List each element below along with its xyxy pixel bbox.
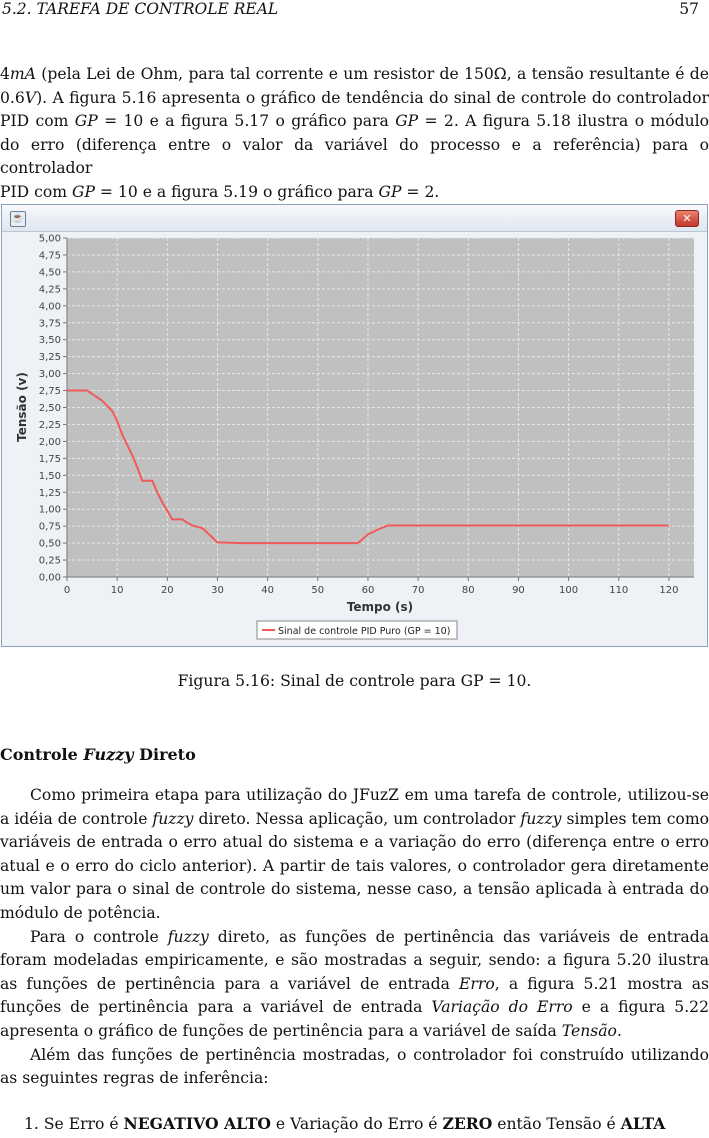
x-axis-label: Tempo (s) bbox=[346, 600, 414, 614]
y-tick-label: 2,25 bbox=[38, 419, 61, 431]
y-tick-label: 0,50 bbox=[38, 538, 61, 550]
intro-paragraph bbox=[0, 63, 709, 205]
inference-rule-1: 1. Se Erro é NEGATIVO ALTO e Variação do Erro é ZERO então Tensão é ALTA bbox=[24, 1114, 666, 1133]
section-header: 5.2. TAREFA DE CONTROLE REAL bbox=[2, 0, 279, 18]
x-tick-label: 20 bbox=[160, 585, 174, 596]
y-axis-label: Tensão (v) bbox=[15, 372, 29, 442]
y-tick-label: 1,25 bbox=[38, 487, 61, 499]
body-text bbox=[0, 784, 709, 1091]
y-tick-label: 5,00 bbox=[38, 233, 61, 245]
x-tick-label: 120 bbox=[659, 585, 679, 596]
y-tick-label: 4,50 bbox=[38, 267, 61, 279]
legend-label: Sinal de controle PID Puro (GP = 10) bbox=[278, 626, 451, 637]
y-tick-label: 1,00 bbox=[38, 504, 61, 516]
x-tick-label: 0 bbox=[63, 585, 71, 596]
legend bbox=[257, 621, 457, 639]
y-tick-label: 1,75 bbox=[38, 453, 61, 465]
y-tick-label: 1,50 bbox=[38, 470, 61, 482]
running-header bbox=[2, 0, 699, 22]
x-tick-label: 50 bbox=[311, 585, 325, 596]
x-tick-label: 60 bbox=[361, 585, 375, 596]
x-tick-label: 90 bbox=[512, 585, 525, 596]
y-tick-label: 4,75 bbox=[38, 250, 61, 262]
y-tick-label: 2,75 bbox=[38, 386, 61, 398]
paragraph-3: Além das funções de pertinência mostradas, o controlador foi construído utilizando as seguintes regras de inferência: bbox=[0, 1045, 709, 1088]
y-tick-label: 0,25 bbox=[38, 555, 61, 567]
x-tick-label: 40 bbox=[261, 585, 275, 596]
intro-line: PID com GP = 10 e a figura 5.17 o gráfico para GP = 2. A figura 5.18 ilustra o módulo bbox=[0, 112, 709, 131]
intro-line: 0.6V). A figura 5.16 apresenta o gráfico de tendência do sinal de controle do controlador bbox=[0, 88, 709, 107]
y-tick-label: 0,00 bbox=[38, 572, 61, 584]
x-tick-label: 30 bbox=[211, 585, 224, 596]
x-tick-label: 70 bbox=[411, 585, 425, 596]
y-tick-label: 2,50 bbox=[38, 403, 61, 414]
y-tick-label: 2,00 bbox=[38, 436, 61, 448]
line-chart bbox=[2, 231, 707, 646]
intro-line: PID com GP = 10 e a figura 5.19 o gráfico para GP = 2. bbox=[0, 182, 440, 201]
page-number: 57 bbox=[679, 0, 699, 18]
x-tick-label: 100 bbox=[559, 585, 579, 596]
y-tick-label: 3,75 bbox=[38, 318, 61, 330]
chart-window bbox=[1, 204, 708, 647]
figure-caption: Figura 5.16: Sinal de controle para GP = 10. bbox=[177, 672, 532, 690]
x-tick-label: 110 bbox=[609, 585, 629, 596]
window-titlebar[interactable] bbox=[2, 205, 707, 232]
y-tick-label: 3,25 bbox=[38, 352, 61, 364]
y-tick-label: 4,00 bbox=[38, 301, 61, 313]
paragraph-2: Para o controle fuzzy direto, as funções de pertinência das variáveis de entrada foram modeladas empiricamente, e são mostradas a seguir, sendo: a figura 5.20 ilustra as funções de pertinência para a variável de entrada Erro, a figura 5.21 mostra as funções de pertinência para a variável de entrada Variação do Erro e a figura 5.22 apresenta o gráfico de funções de pertinência para a variável de saída Tensão. bbox=[0, 927, 709, 1040]
y-tick-label: 3,50 bbox=[38, 335, 61, 347]
y-tick-label: 0,75 bbox=[38, 521, 61, 533]
java-cup-icon: ☕ bbox=[10, 211, 26, 227]
x-tick-label: 80 bbox=[461, 585, 475, 596]
close-button[interactable]: ✕ bbox=[675, 210, 699, 227]
section-title: Controle Fuzzy Direto bbox=[0, 745, 196, 764]
intro-line: do erro (diferença entre o valor da variável do processo e a referência) para o controlador bbox=[0, 135, 709, 178]
x-tick-label: 10 bbox=[110, 585, 124, 596]
y-axis-ticks bbox=[39, 234, 67, 584]
x-axis-ticks bbox=[64, 577, 679, 596]
intro-line: 4mA (pela Lei de Ohm, para tal corrente e um resistor de 150Ω, a tensão resultante é de bbox=[0, 65, 709, 83]
paragraph-1: Como primeira etapa para utilização do JFuzZ em uma tarefa de controle, utilizou-se a idéia de controle fuzzy direto. Nessa aplicação, um controlador fuzzy simples tem como variáveis de entrada o erro atual do sistema e a variação do erro (diferença entre o erro atual e o erro do ciclo anterior). A partir de tais valores, o controlador gera diretamente um valor para o sinal de controle do sistema, nesse caso, a tensão aplicada à entrada do módulo de potência. bbox=[0, 786, 709, 922]
y-tick-label: 4,25 bbox=[38, 284, 61, 296]
y-tick-label: 3,00 bbox=[38, 369, 61, 381]
